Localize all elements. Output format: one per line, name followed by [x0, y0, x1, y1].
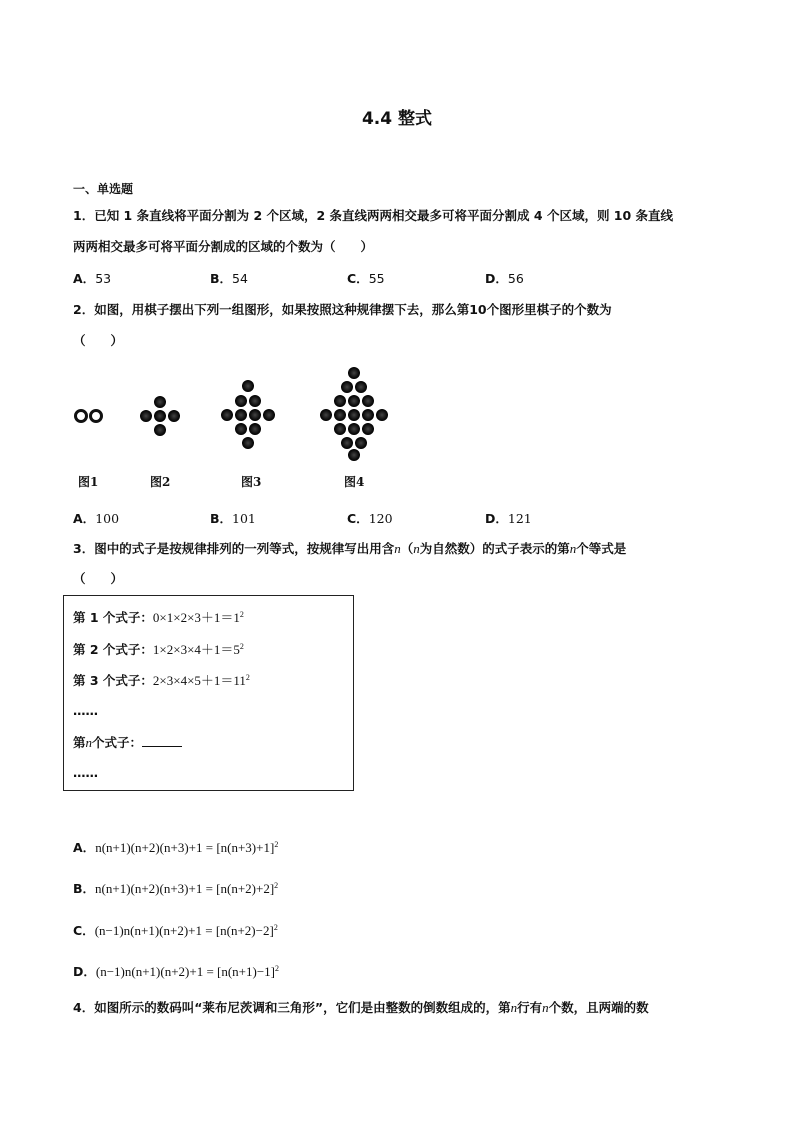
figure-3-label: 图3 [241, 475, 262, 489]
q3-option-b[interactable] [73, 879, 278, 897]
option-value: 55 [368, 271, 385, 286]
q4-text-a: 4．如图所示的数码叫“莱布尼茨调和三角形”，它们是由整数的倒数组成的，第 [73, 1000, 511, 1015]
q3-option-a[interactable] [73, 838, 278, 856]
option-label: C． [73, 923, 95, 938]
option-expr: n(n+1)(n+2)(n+3)+1 = [n(n+3)+1] [95, 840, 275, 855]
option-label: D． [73, 964, 96, 979]
box-ellipsis: …… [73, 703, 98, 718]
option-exponent: 2 [273, 922, 278, 932]
option-value: 121 [507, 511, 532, 526]
box-row-2 [73, 639, 244, 658]
option-value: 56 [507, 271, 524, 286]
q2-line2: （ ） [73, 333, 124, 348]
option-label: B． [73, 881, 96, 896]
q1-line2: 两两相交最多可将平面分割成的区域的个数为（ ） [73, 239, 374, 254]
figure-2 [140, 396, 180, 436]
option-exponent: 2 [274, 839, 279, 849]
figure-2-label: 图2 [150, 475, 171, 489]
option-value: 120 [368, 511, 393, 526]
q1-option-d[interactable] [485, 269, 524, 287]
row-expr: 2×3×4×5＋1＝11 [152, 673, 246, 688]
row-label: 第 2 个式子： [73, 642, 153, 657]
row-expr: 1×2×3×4＋1＝5 [152, 642, 240, 657]
q1-option-c[interactable] [347, 269, 385, 287]
row-label: 个式子： [92, 735, 143, 750]
option-expr: (n−1)n(n+1)(n+2)+1 = [n(n+2)−2] [94, 923, 274, 938]
q2-option-d[interactable] [485, 509, 532, 527]
row-label: 第 3 个式子： [73, 673, 153, 688]
option-expr: n(n+1)(n+2)(n+3)+1 = [n(n+2)+2] [95, 881, 275, 896]
option-value: 53 [95, 271, 112, 286]
option-exponent: 2 [274, 880, 279, 890]
q2-option-a[interactable] [73, 509, 119, 527]
q3-text-a: 3．图中的式子是按规律排列的一列等式，按规律写出用含 [73, 541, 395, 556]
q3-text-b: （ [400, 541, 414, 556]
option-label: C． [347, 271, 369, 286]
var-n: n [413, 541, 420, 556]
answer-blank[interactable] [142, 736, 182, 747]
q3-line2: （ ） [73, 571, 124, 586]
option-value: 101 [232, 511, 256, 526]
option-label: B． [210, 511, 233, 526]
row-label: 第 1 个式子： [73, 610, 153, 625]
page-title: 4.4 整式 [361, 109, 433, 129]
box-row-1 [73, 607, 244, 626]
var-n: n [542, 1000, 549, 1015]
q2-line1: 2．如图，用棋子摆出下列一组图形，如果按照这种规律摆下去，那么第10个图形里棋子的个数为 [73, 302, 612, 317]
option-label: A． [73, 840, 96, 855]
var-n: n [510, 1000, 518, 1015]
q3-text-d: 个等式是 [576, 541, 627, 556]
box-ellipsis-2: …… [73, 765, 98, 780]
box-row-n [73, 733, 182, 751]
option-value: 100 [95, 511, 120, 526]
q3-text-c: 为自然数）的式子表示的第 [419, 541, 570, 556]
box-row-3 [73, 670, 250, 689]
q3-option-c[interactable] [73, 921, 278, 939]
row-expr: 0×1×2×3＋1＝1 [152, 610, 240, 625]
row-exponent: 2 [245, 672, 250, 682]
figure-3 [221, 380, 275, 449]
q2-option-b[interactable] [210, 509, 256, 527]
q1-line1: 1．已知 1 条直线将平面分割为 2 个区域，2 条直线两两相交最多可将平面分割成 4 个区域，则 10 条直线 [73, 208, 674, 223]
q4-text-b: 行有 [517, 1000, 543, 1015]
option-label: A． [73, 271, 96, 286]
option-exponent: 2 [275, 963, 280, 973]
option-value: 54 [232, 271, 248, 286]
figure-4 [320, 367, 388, 461]
q1-option-b[interactable] [210, 269, 248, 287]
option-label: D． [485, 511, 508, 526]
chess-pieces-figure [0, 360, 794, 470]
q4-line1 [73, 998, 649, 1016]
figure-1 [76, 411, 102, 422]
figure-1-label: 图1 [78, 475, 99, 489]
option-label: D． [485, 271, 508, 286]
figure-4-label: 图4 [344, 475, 365, 489]
q3-line1 [73, 539, 626, 557]
section-heading: 一、单选题 [73, 182, 134, 196]
var-n: n [85, 735, 93, 750]
var-n: n [394, 541, 401, 556]
row-exponent: 2 [239, 641, 244, 651]
q2-option-c[interactable] [347, 509, 393, 527]
row-label: 第 [73, 735, 86, 750]
row-exponent: 2 [239, 609, 244, 619]
var-n: n [569, 541, 577, 556]
q3-option-d[interactable] [73, 962, 279, 980]
option-label: B． [210, 271, 233, 286]
option-label: A． [73, 511, 96, 526]
q1-option-a[interactable] [73, 269, 111, 287]
q4-text-c: 个数，且两端的数 [548, 1000, 649, 1015]
option-label: C． [347, 511, 369, 526]
option-expr: (n−1)n(n+1)(n+2)+1 = [n(n+1)−1] [95, 964, 276, 979]
